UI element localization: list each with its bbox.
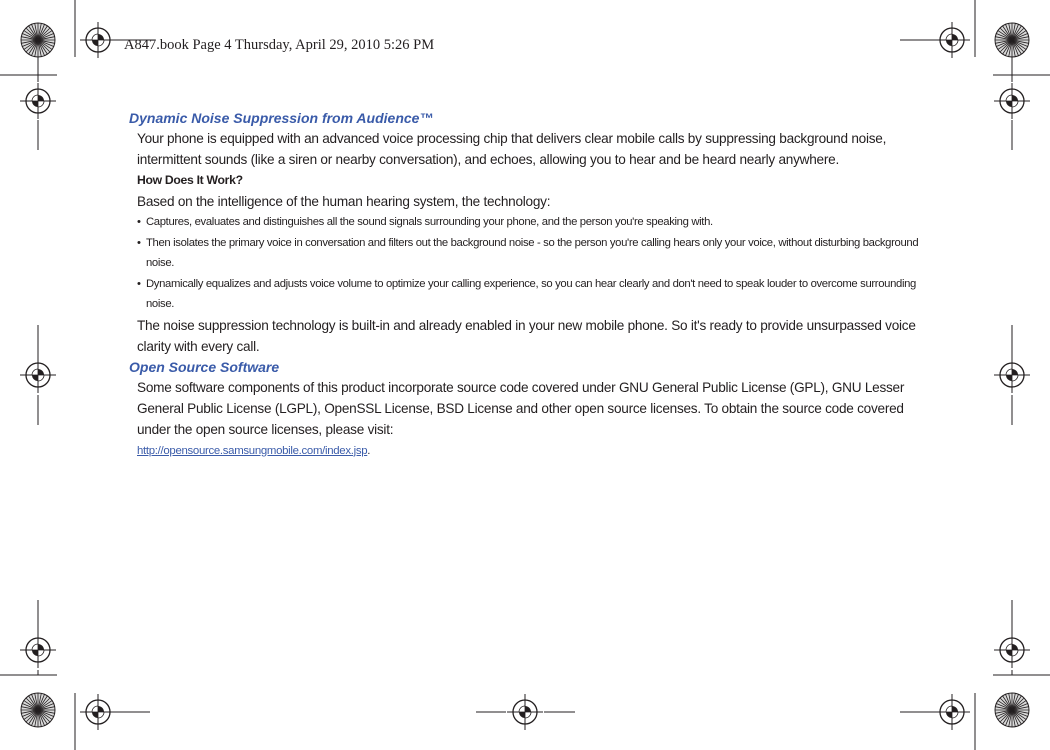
registration-mark-right-middle [994,357,1030,393]
list-item [137,274,939,315]
intro-paragraph: Your phone is equipped with an advanced voice processing chip that delivers clear mobile calls by suppressing background noise, intermittent sounds (like a siren or nearby conversation), and echoes, allowing you to hear and be heard nearly anywhere. [137,131,887,167]
bullet-icon: • [137,236,141,249]
lead-paragraph: Based on the intelligence of the human hearing system, the technology: [137,194,551,209]
registration-mark-top-left [80,22,116,58]
section-heading: Open Source Software [129,358,280,375]
license-paragraph: Some software components of this product incorporate source code covered under GNU General Public License (GPL), GNU Lesser General Public License (LGPL), OpenSSL License, BSD License and other open source licenses. To obtain the source code covered under the open source licenses, please visit: [137,379,905,437]
registration-mark-right-upper [994,83,1030,119]
registration-mark-left-lower [20,632,56,668]
registration-mark-bottom-left [80,694,116,730]
opensource-link[interactable]: http://opensource.samsungmobile.com/index.jsp [137,444,368,457]
registration-mark-top-right [934,22,970,58]
registration-mark-right-lower [994,632,1030,668]
bullet-icon: • [137,216,141,228]
starburst-bottom-left [21,693,55,727]
registration-mark-bottom-center [507,694,543,730]
source-link-line [129,440,939,462]
noise-suppression-section [129,108,939,357]
list-item [137,233,939,274]
closing-paragraph: The noise suppression technology is built-in and already enabled in your new mobile phone. So it's ready to provide unsurpassed voice clarity with every call. [137,317,916,354]
list-item-text: Then isolates the primary voice in conversation and filters out the background noise - so the person you're calling hears only your voice, without disturbing background noise. [146,236,919,269]
bullet-icon: • [137,277,141,290]
section-heading: Dynamic Noise Suppression from Audience™ [129,110,434,126]
registration-mark-bottom-right [934,694,970,730]
starburst-top-right [995,23,1029,57]
open-source-section [129,357,939,462]
list-item-text: Captures, evaluates and distinguishes all the sound signals surrounding your phone, and the person you're speaking with. [146,216,713,228]
link-suffix: . [367,444,371,457]
book-slug-line: A847.book Page 4 Thursday, April 29, 2010 5:26 PM [124,37,435,53]
registration-mark-left-middle [20,357,56,393]
list-item [137,212,939,233]
page-content [129,108,939,462]
subheading: How Does It Work? [137,173,243,187]
feature-list [129,212,939,315]
list-item-text: Dynamically equalizes and adjusts voice volume to optimize your calling experience, so you can hear clearly and don't need to speak louder to overcome surrounding noise. [146,277,916,310]
starburst-top-left [21,23,55,57]
starburst-bottom-right [995,693,1029,727]
registration-mark-left-upper [20,83,56,119]
